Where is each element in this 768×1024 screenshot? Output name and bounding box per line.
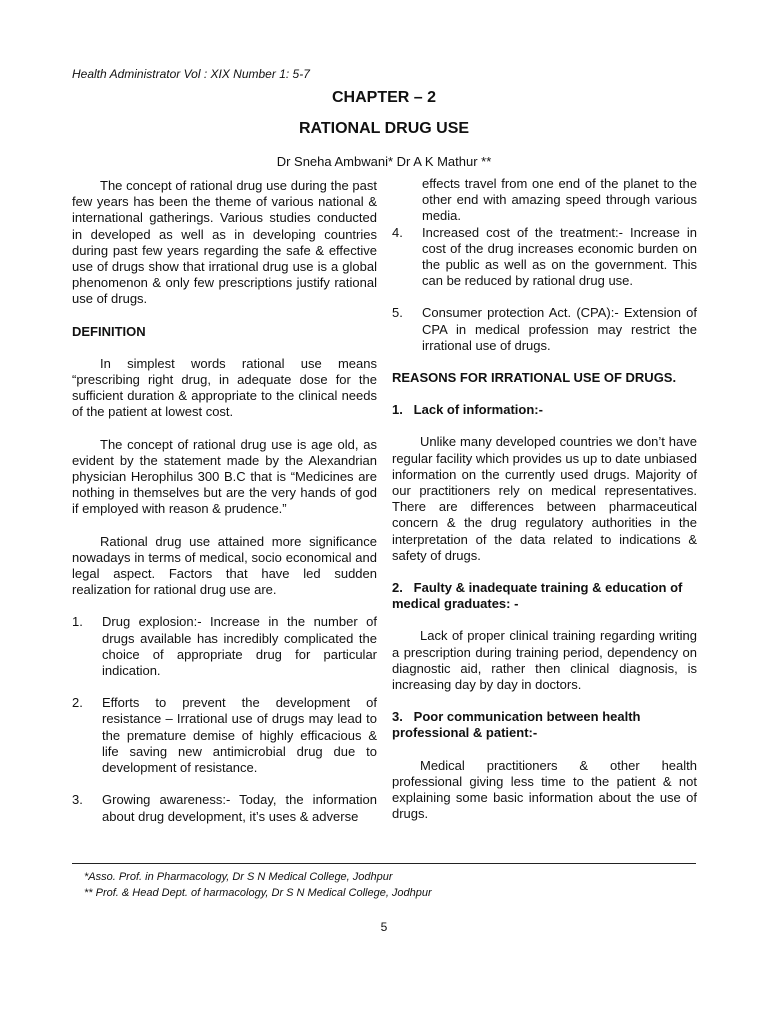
list-text: Consumer protection Act. (CPA):- Extension of CPA in medical profession may restrict the irrational use of drugs.	[422, 305, 697, 353]
list-text: Growing awareness:- Today, the information about drug development, it’s uses & adverse	[102, 792, 377, 824]
footnote-2: ** Prof. & Head Dept. of harmacology, Dr S N Medical College, Jodhpur	[84, 887, 432, 899]
list-number: 2.	[72, 695, 83, 711]
list-item	[392, 305, 697, 354]
reason-2-paragraph: Lack of proper clinical training regarding writing a prescription during training period, dependency on diagnostic aid, rather then clinical diagnosis, is increasing day by day in doctors.	[392, 628, 697, 693]
list-number: 3.	[72, 792, 83, 808]
reason-3-heading: 3. Poor communication between health professional & patient:-	[392, 709, 645, 741]
list-text: Efforts to prevent the development of resistance – Irrational use of drugs may lead to the premature demise of highly efficacious & life saving new antimicrobial drug due to development of resistance.	[102, 695, 377, 776]
footnote-1: *Asso. Prof. in Pharmacology, Dr S N Medical College, Jodhpur	[84, 871, 393, 883]
list-number: 1.	[72, 614, 83, 630]
list-item	[72, 614, 377, 679]
list-number: 4.	[392, 224, 403, 240]
list-item	[392, 225, 697, 290]
journal-citation: Health Administrator Vol : XIX Number 1: 5-7	[72, 67, 310, 81]
reason-3-paragraph: Medical practitioners & other health professional giving less time to the patient & not explaining some basic information about the use of drugs.	[392, 757, 697, 822]
significance-paragraph: Rational drug use attained more significance nowadays in terms of medical, socio economical and legal aspect. Factors that have led sudden realization for rational drug use are.	[72, 533, 377, 598]
list-text: effects travel from one end of the planet to the other end with amazing speed through various media.	[422, 176, 697, 224]
authors-line: Dr Sneha Ambwani* Dr A K Mathur **	[276, 154, 492, 169]
reason-2-heading: 2. Faulty & inadequate training & education of medical graduates: -	[392, 580, 686, 612]
list-item	[72, 695, 377, 776]
reason-1-paragraph: Unlike many developed countries we don’t have regular facility which provides us up to date unbiased information on the currently used drugs. Majority of our practitioners rely on medical representatives. There are differences between pharmaceutical concern & the drug regulatory authorities in the interpretation of the data related to indications & safety of drugs.	[392, 434, 697, 563]
reasons-heading: REASONS FOR IRRATIONAL USE OF DRUGS.	[392, 370, 677, 386]
page-number: 5	[380, 920, 388, 934]
definition-paragraph: In simplest words rational use means “prescribing right drug, in adequate dose for the sufficient duration & appropriate to the clinical needs of the patient at lowest cost.	[72, 355, 377, 420]
intro-paragraph: The concept of rational drug use during the past few years has been the theme of various national & international gatherings. Various studies conducted in developed as well as in developing countries during past few years regarding the safe & effective use of drugs show that irrational drug use is a global phenomenon & only few prescriptions justify rational use of drugs.	[72, 178, 377, 307]
list-text: Increased cost of the treatment:- Increase in cost of the drug increases economic burden on the public as well as on the government. This can be reduced by rational drug use.	[422, 224, 697, 289]
footnote-divider	[72, 863, 696, 864]
list-item	[72, 792, 377, 824]
page-title: RATIONAL DRUG USE	[298, 120, 470, 137]
definition-heading: DEFINITION	[72, 323, 146, 339]
list-continuation	[392, 176, 697, 225]
left-column	[72, 178, 377, 825]
right-column	[392, 176, 697, 823]
reason-1-heading: 1. Lack of information:-	[392, 402, 543, 418]
concept-paragraph: The concept of rational drug use is age old, as evident by the statement made by the Alexandrian physician Herophilus 300 B.C that is “Medicines are nothing in themselves but are the very hands of god if employed with reason & prudence.”	[72, 436, 377, 517]
chapter-heading: CHAPTER – 2	[331, 89, 437, 106]
list-number: 5.	[392, 305, 403, 321]
list-text: Drug explosion:- Increase in the number of drugs available has incredibly complicated the choice of appropriate drug for particular indication.	[102, 614, 377, 679]
